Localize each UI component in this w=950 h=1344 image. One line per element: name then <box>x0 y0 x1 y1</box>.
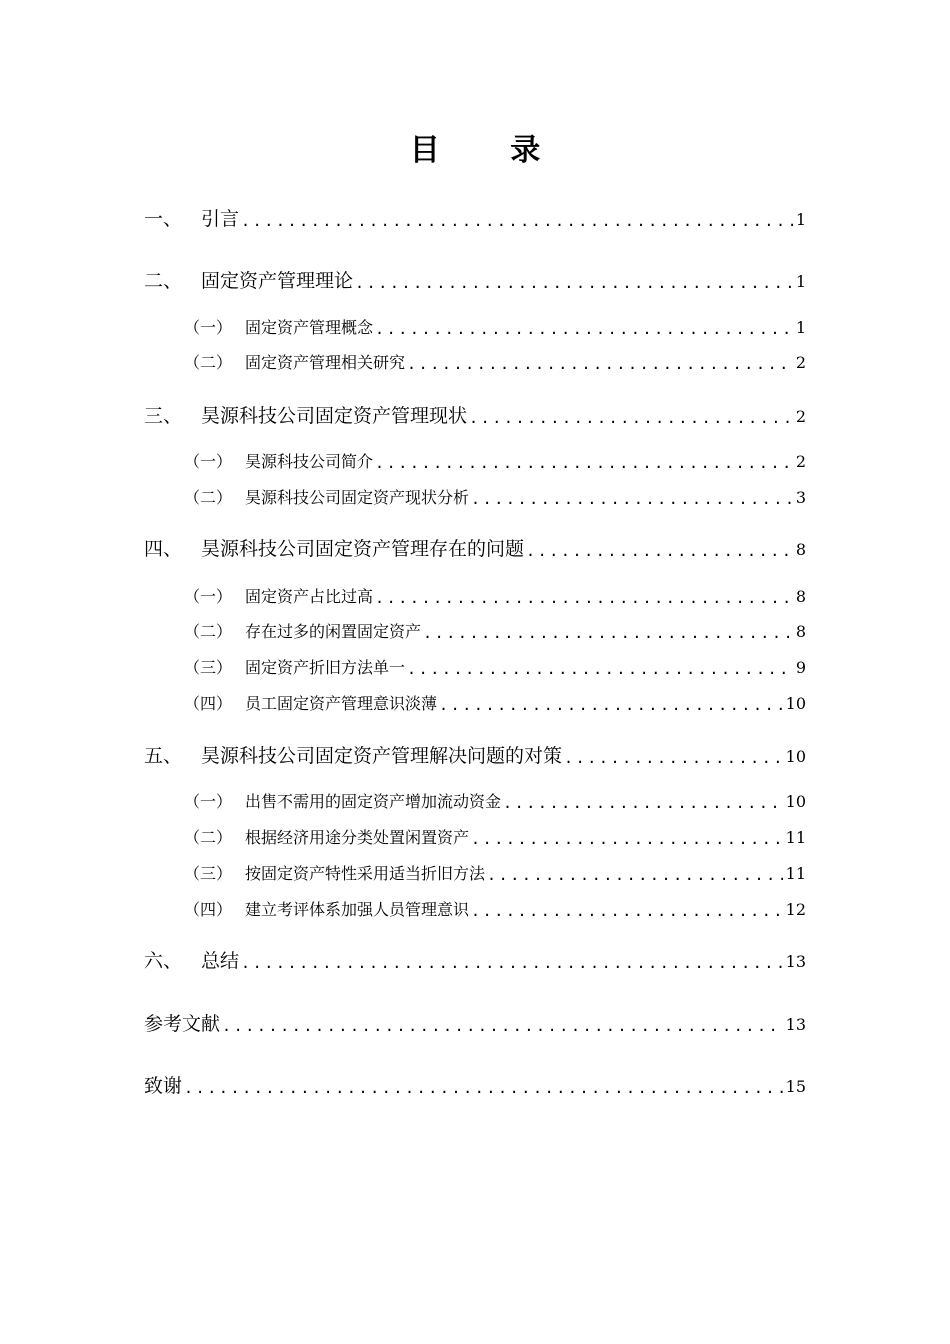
toc-entry-page-number: 15 <box>785 1077 806 1096</box>
toc-entry[interactable] <box>144 947 806 975</box>
toc-entry[interactable] <box>144 267 806 295</box>
toc-entry-number: 三、 <box>144 405 183 427</box>
toc-entry-page-number: 10 <box>785 694 806 713</box>
toc-entry-label: 固定资产折旧方法单一 <box>245 658 406 677</box>
toc-entry-label: 按固定资产特性采用适当折旧方法 <box>245 864 486 883</box>
toc-entry-number: 六、 <box>144 950 183 972</box>
toc-entry-page-number: 8 <box>795 622 806 641</box>
toc-entry-page-number: 10 <box>785 792 806 811</box>
toc-entry-label: 固定资产管理理论 <box>201 270 354 292</box>
toc-entry[interactable] <box>184 826 806 850</box>
toc-dot-leader <box>241 214 793 233</box>
toc-entry[interactable] <box>184 862 806 886</box>
page-title: 目 录 <box>409 133 571 168</box>
toc-entry-page-number: 2 <box>795 407 806 426</box>
toc-entry-label: 固定资产占比过高 <box>245 587 374 606</box>
toc-entry-page-number: 2 <box>795 452 806 471</box>
toc-entry-number: （三） <box>184 864 233 883</box>
toc-entry-number: （一） <box>184 452 233 471</box>
toc-entry-page-number: 11 <box>785 828 806 847</box>
toc-dot-leader <box>564 751 783 770</box>
toc-dot-leader <box>407 662 793 678</box>
toc-entry-number: 四、 <box>144 538 183 560</box>
toc-entry-number: （三） <box>184 658 233 677</box>
toc-dot-leader <box>471 904 783 920</box>
toc-entry-label: 总结 <box>201 950 240 972</box>
toc-entry-page-number: 12 <box>785 900 806 919</box>
toc-dot-leader <box>503 796 783 812</box>
toc-entry-label: 固定资产管理概念 <box>245 318 374 337</box>
toc-entry-number: （一） <box>184 792 233 811</box>
toc-dot-leader <box>469 411 793 430</box>
toc-entry-label: 昊源科技公司固定资产管理存在的问题 <box>201 538 525 560</box>
toc-entry[interactable] <box>144 1072 806 1100</box>
toc-entry-number: （四） <box>184 694 233 713</box>
toc-entry-page-number: 8 <box>795 587 806 606</box>
toc-entry-label: 昊源科技公司简介 <box>245 452 374 471</box>
toc-dot-leader <box>184 1081 783 1100</box>
toc-entry-page-number: 10 <box>785 747 806 766</box>
toc-entry-number: 五、 <box>144 745 183 767</box>
toc-dot-leader <box>222 1019 783 1038</box>
toc-entry[interactable] <box>144 1010 806 1038</box>
toc-entry[interactable] <box>184 585 806 609</box>
toc-entry-label: 昊源科技公司固定资产管理解决问题的对策 <box>201 745 563 767</box>
toc-dot-leader <box>375 322 793 338</box>
toc-dot-leader <box>471 492 793 508</box>
toc-entry-number: （二） <box>184 488 233 507</box>
toc-entry[interactable] <box>144 205 806 233</box>
toc-entry[interactable] <box>144 742 806 770</box>
toc-dot-leader <box>375 591 793 607</box>
toc-entry-page-number: 1 <box>795 272 806 291</box>
toc-entry-number: （四） <box>184 900 233 919</box>
toc-dot-leader <box>355 276 793 295</box>
toc-entry[interactable] <box>184 486 806 510</box>
toc-entry-label: 固定资产管理相关研究 <box>245 353 406 372</box>
toc-entry[interactable] <box>184 898 806 922</box>
toc-entry-number: （一） <box>184 587 233 606</box>
toc-dot-leader <box>407 357 793 373</box>
toc-entry[interactable] <box>184 450 806 474</box>
toc-dot-leader <box>487 868 783 884</box>
toc-entry[interactable] <box>184 316 806 340</box>
toc-dot-leader <box>241 956 783 975</box>
toc-entry-page-number: 13 <box>785 1015 806 1034</box>
toc-entry-page-number: 1 <box>795 318 806 337</box>
toc-entry[interactable] <box>184 692 806 716</box>
toc-entry-page-number: 3 <box>795 488 806 507</box>
toc-entry-page-number: 1 <box>795 210 806 229</box>
toc-entry-label: 员工固定资产管理意识淡薄 <box>245 694 438 713</box>
toc-entry[interactable] <box>184 620 806 644</box>
toc-entry-label: 出售不需用的固定资产增加流动资金 <box>245 792 502 811</box>
toc-entry-number: （二） <box>184 622 233 641</box>
toc-entry-label: 存在过多的闲置固定资产 <box>245 622 422 641</box>
toc-dot-leader <box>471 832 783 848</box>
toc-entry-number: （二） <box>184 353 233 372</box>
toc-entry-label: 昊源科技公司固定资产现状分析 <box>245 488 470 507</box>
toc-entry-page-number: 11 <box>785 864 806 883</box>
toc-entry-number: 一、 <box>144 208 183 230</box>
toc-entry[interactable] <box>184 656 806 680</box>
toc-entry-page-number: 2 <box>795 353 806 372</box>
toc-entry-label: 引言 <box>201 208 240 230</box>
toc-entry[interactable] <box>144 402 806 430</box>
toc-entry-page-number: 13 <box>785 952 806 971</box>
toc-entry-number: 二、 <box>144 270 183 292</box>
toc-entry-label: 昊源科技公司固定资产管理现状 <box>201 405 468 427</box>
toc-dot-leader <box>439 698 783 714</box>
toc-entry-number: （二） <box>184 828 233 847</box>
toc-entry-page-number: 8 <box>795 540 806 559</box>
toc-entry-label: 参考文献 <box>144 1013 221 1035</box>
toc-dot-leader <box>375 456 793 472</box>
toc-entry-label: 致谢 <box>144 1075 183 1097</box>
toc-entry[interactable] <box>184 351 806 375</box>
toc-dot-leader <box>423 626 793 642</box>
toc-entry-number: （一） <box>184 318 233 337</box>
toc-entry[interactable] <box>144 535 806 563</box>
toc-entry-page-number: 9 <box>795 658 806 677</box>
toc-dot-leader <box>526 544 793 563</box>
toc-entry[interactable] <box>184 790 806 814</box>
toc-entry-label: 根据经济用途分类处置闲置资产 <box>245 828 470 847</box>
toc-entry-label: 建立考评体系加强人员管理意识 <box>245 900 470 919</box>
